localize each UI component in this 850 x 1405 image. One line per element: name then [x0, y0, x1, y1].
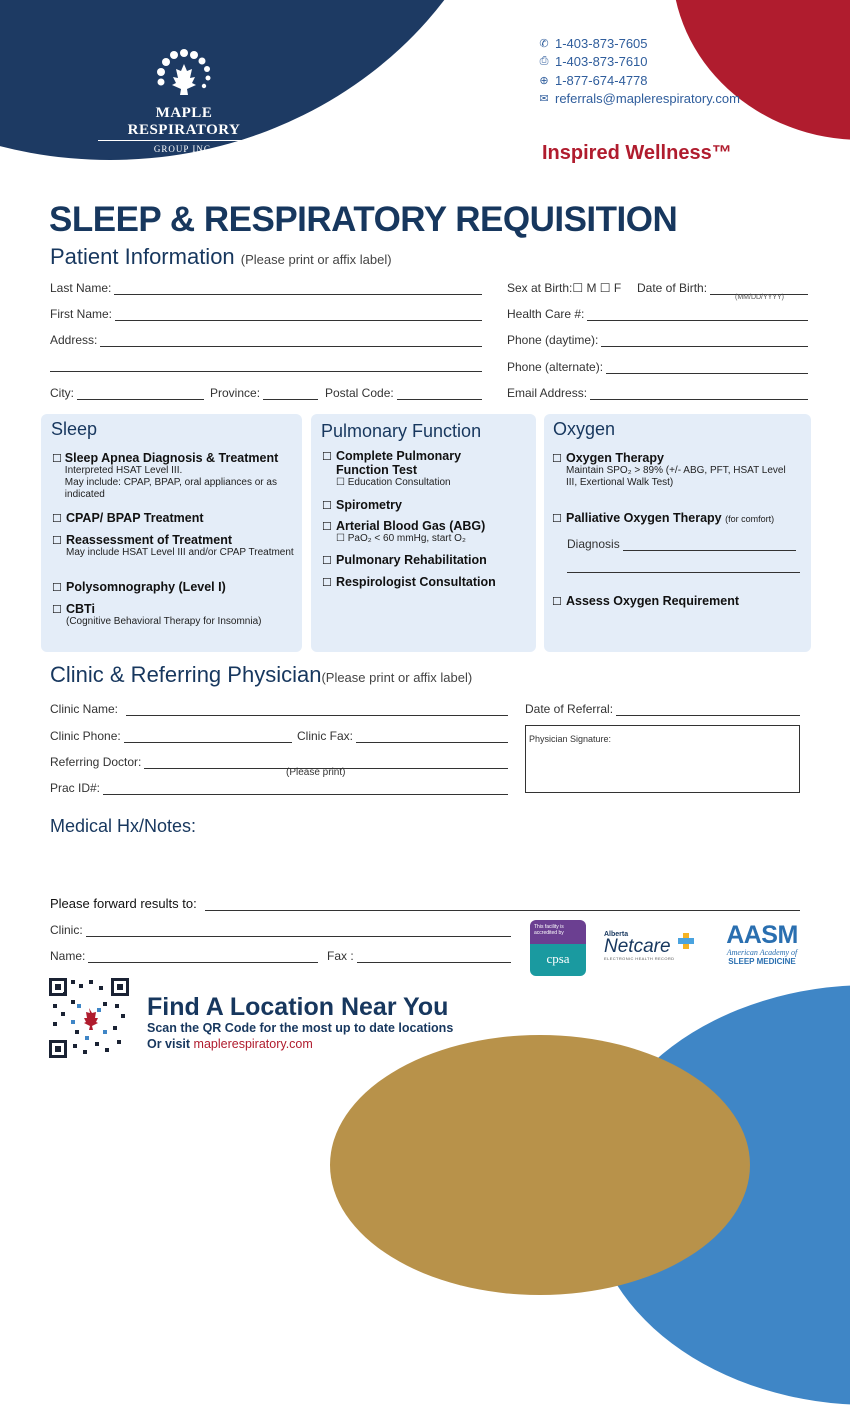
last-name-field[interactable] — [50, 281, 482, 295]
checkbox[interactable]: ☐ — [52, 604, 62, 616]
contact-block — [538, 34, 740, 108]
option-oxygen-therapy[interactable] — [552, 451, 802, 489]
province-field[interactable] — [210, 386, 318, 400]
checkbox[interactable]: ☐ — [552, 453, 562, 465]
phone-day-field[interactable] — [507, 333, 808, 347]
option-spirometry[interactable] — [322, 498, 527, 512]
forward-field[interactable] — [50, 896, 800, 911]
option-sub: ☐ Education Consultation — [336, 477, 451, 488]
cpsa-top: This facility is accredited by — [530, 920, 586, 944]
phone-icon: ✆ — [539, 37, 549, 50]
maple-leaf-icon — [152, 48, 216, 100]
forward-clinic-field[interactable] — [50, 923, 511, 937]
checkbox[interactable]: ☐ — [552, 513, 562, 525]
option-sleep-apnea[interactable] — [52, 451, 298, 501]
sleep-heading: Sleep — [51, 419, 98, 439]
sex-field[interactable] — [507, 281, 621, 295]
pulmonary-heading: Pulmonary Function — [321, 421, 482, 441]
referring-doctor-label: Referring Doctor: — [50, 755, 142, 769]
health-card-label: Health Care #: — [507, 307, 585, 321]
aasm-line1: American Academy of — [726, 948, 798, 957]
option-pulm-rehab[interactable] — [322, 553, 527, 567]
clinic-phone-label: Clinic Phone: — [50, 729, 121, 743]
diagnosis-field[interactable] — [567, 537, 796, 551]
checkbox[interactable]: ☐ — [552, 596, 562, 608]
address-label: Address: — [50, 333, 98, 347]
checkbox[interactable]: ☐ — [52, 582, 62, 594]
option-sub: (Cognitive Behavioral Therapy for Insomnia) — [66, 616, 262, 627]
referral-date-label: Date of Referral: — [525, 702, 614, 716]
mail-icon: ✉ — [539, 93, 549, 106]
address-line2[interactable] — [50, 360, 482, 372]
fax-icon: ⎙ — [539, 55, 549, 68]
dob-label: Date of Birth: — [637, 281, 708, 295]
clinic-fax-field[interactable] — [297, 729, 508, 743]
option-label: Oxygen Therapy — [566, 451, 664, 465]
forward-fax-label: Fax : — [327, 949, 354, 963]
tagline: Inspired Wellness™ — [542, 142, 732, 164]
forward-label: Please forward results to: — [50, 896, 197, 911]
option-complete-pft[interactable] — [322, 449, 527, 489]
oxygen-panel — [544, 414, 811, 652]
checkbox[interactable]: ☐ — [322, 521, 332, 533]
checkbox[interactable]: ☐ — [322, 577, 332, 589]
city-label: City: — [50, 386, 74, 400]
visit-prefix: Or visit — [147, 1037, 194, 1051]
checkbox[interactable]: ☐ — [322, 451, 332, 463]
option-label: Polysomnography (Level I) — [66, 580, 226, 594]
page-title: SLEEP & RESPIRATORY REQUISITION — [49, 200, 678, 239]
option-sub: May include: CPAP, BPAP, oral appliances or as indicated — [64, 477, 277, 500]
visit-text — [147, 1037, 313, 1051]
patient-heading-text: Patient Information — [50, 244, 235, 269]
health-card-field[interactable] — [507, 307, 808, 321]
option-sub: Maintain SPO₂ > 89% (+/- ABG, PFT, HSAT Level III, Exertional Walk Test) — [566, 465, 786, 488]
logo-name: MAPLE RESPIRATORY — [98, 105, 270, 141]
option-label: Pulmonary Rehabilitation — [336, 553, 487, 567]
contact-email-text: referrals@maplerespiratory.com — [555, 91, 740, 107]
option-sub: Interpreted HSAT Level III. — [64, 465, 183, 476]
netcare-logo — [604, 931, 704, 961]
option-label: Assess Oxygen Requirement — [566, 594, 739, 608]
option-label: Spirometry — [336, 498, 402, 512]
aasm-logo — [716, 922, 808, 966]
option-reassessment[interactable] — [52, 533, 298, 559]
checkbox[interactable]: ☐ — [322, 500, 332, 512]
patient-note: (Please print or affix label) — [240, 252, 392, 267]
scan-text: Scan the QR Code for the most up to date locations — [147, 1021, 454, 1035]
notes-heading: Medical Hx/Notes: — [50, 816, 197, 836]
find-location-heading: Find A Location Near You — [147, 993, 449, 1021]
dob-field[interactable] — [637, 281, 808, 295]
option-label: Arterial Blood Gas (ABG) — [336, 519, 486, 533]
option-abg[interactable] — [322, 519, 527, 545]
oxygen-heading: Oxygen — [553, 419, 616, 439]
contact-tollfree[interactable] — [538, 71, 740, 90]
forward-name-label: Name: — [50, 949, 86, 963]
option-cbti[interactable] — [52, 602, 298, 628]
globe-icon: ⊕ — [539, 74, 549, 87]
phone-day-label: Phone (daytime): — [507, 333, 599, 347]
option-polysomnography[interactable] — [52, 580, 298, 594]
option-label: Sleep Apnea Diagnosis & Treatment — [64, 451, 279, 465]
patient-heading — [50, 244, 392, 270]
email-label: Email Address: — [507, 386, 588, 400]
phone-alt-label: Phone (alternate): — [507, 360, 604, 374]
contact-tollfree-text: 1-877-674-4778 — [555, 72, 648, 88]
city-field[interactable] — [50, 386, 204, 400]
clinic-phone-field[interactable] — [50, 729, 292, 743]
option-label: CBTi — [66, 602, 95, 616]
aasm-line2: SLEEP MEDICINE — [728, 957, 796, 966]
option-palliative[interactable] — [552, 511, 802, 525]
aasm-text: AASM — [726, 921, 798, 949]
option-label: Complete Pulmonary Function Test — [336, 449, 462, 477]
contact-fax-text: 1-403-873-7610 — [555, 54, 648, 70]
checkbox[interactable]: ☐ — [322, 555, 332, 567]
netcare-cross-icon — [678, 933, 694, 949]
address-field[interactable] — [50, 333, 482, 347]
clinic-name-label: Clinic Name: — [50, 702, 119, 716]
netcare-sub: ELECTRONIC HEALTH RECORD — [604, 956, 675, 961]
option-label: Reassessment of Treatment — [66, 533, 233, 547]
netcare-text: Netcare — [604, 936, 671, 957]
email-field[interactable] — [507, 386, 808, 400]
please-print-note: (Please print) — [286, 767, 346, 778]
option-assess-oxygen[interactable] — [552, 594, 802, 608]
option-cpap[interactable] — [52, 511, 298, 525]
diagnosis-label: Diagnosis — [567, 537, 620, 551]
forward-name-field[interactable] — [50, 949, 318, 963]
contact-email[interactable] — [538, 90, 740, 109]
netcare-alberta: Alberta — [604, 931, 629, 938]
contact-phone-text: 1-403-873-7605 — [555, 35, 648, 51]
province-label: Province: — [210, 386, 261, 400]
postal-field[interactable] — [325, 386, 482, 400]
website-link[interactable]: maplerespiratory.com — [193, 1037, 313, 1051]
contact-phone[interactable] — [538, 34, 740, 53]
cpsa-text: cpsa — [530, 944, 586, 976]
clinic-name-field[interactable] — [50, 702, 508, 716]
option-label: CPAP/ BPAP Treatment — [66, 511, 204, 525]
option-label: Respirologist Consultation — [336, 575, 496, 589]
checkbox[interactable]: ☐ — [52, 513, 62, 525]
referral-date-field[interactable] — [525, 702, 800, 716]
prac-id-label: Prac ID#: — [50, 781, 101, 795]
logo-sub: GROUP INC. — [153, 144, 215, 154]
diagnosis-line2[interactable] — [567, 572, 800, 573]
referring-doctor-field[interactable] — [50, 755, 508, 769]
option-sub: May include HSAT Level III and/or CPAP Treatment — [66, 547, 294, 558]
clinic-fax-label: Clinic Fax: — [297, 729, 354, 743]
forward-fax-field[interactable] — [327, 949, 511, 963]
clinic-note: (Please print or affix label) — [321, 670, 473, 685]
cpsa-badge — [530, 920, 586, 976]
footer-gold-shape — [330, 1035, 750, 1295]
postal-label: Postal Code: — [325, 386, 394, 400]
checkbox[interactable]: ☐ — [52, 535, 62, 547]
option-respirologist[interactable] — [322, 575, 527, 589]
contact-fax[interactable] — [538, 53, 740, 72]
qr-code-icon[interactable] — [49, 978, 129, 1058]
option-label: Palliative Oxygen Therapy — [566, 511, 722, 525]
logo — [98, 48, 270, 154]
signature-box[interactable] — [525, 725, 800, 793]
prac-id-field[interactable] — [50, 781, 508, 795]
signature-label: Physician Signature: — [529, 734, 612, 744]
sex-label: Sex at Birth:☐ M ☐ F — [507, 281, 622, 295]
clinic-heading — [50, 662, 472, 688]
first-name-label: First Name: — [50, 307, 113, 321]
option-sub: (for comfort) — [725, 514, 775, 524]
checkbox[interactable]: ☐ — [52, 453, 62, 465]
phone-alt-field[interactable] — [507, 360, 808, 374]
forward-clinic-label: Clinic: — [50, 923, 83, 937]
dob-format: (MM/DD/YYYY) — [735, 294, 784, 301]
clinic-heading-text: Clinic & Referring Physician — [50, 662, 322, 687]
option-sub: ☐ PaO₂ < 60 mmHg, start O₂ — [336, 533, 466, 544]
last-name-label: Last Name: — [50, 281, 112, 295]
first-name-field[interactable] — [50, 307, 482, 321]
